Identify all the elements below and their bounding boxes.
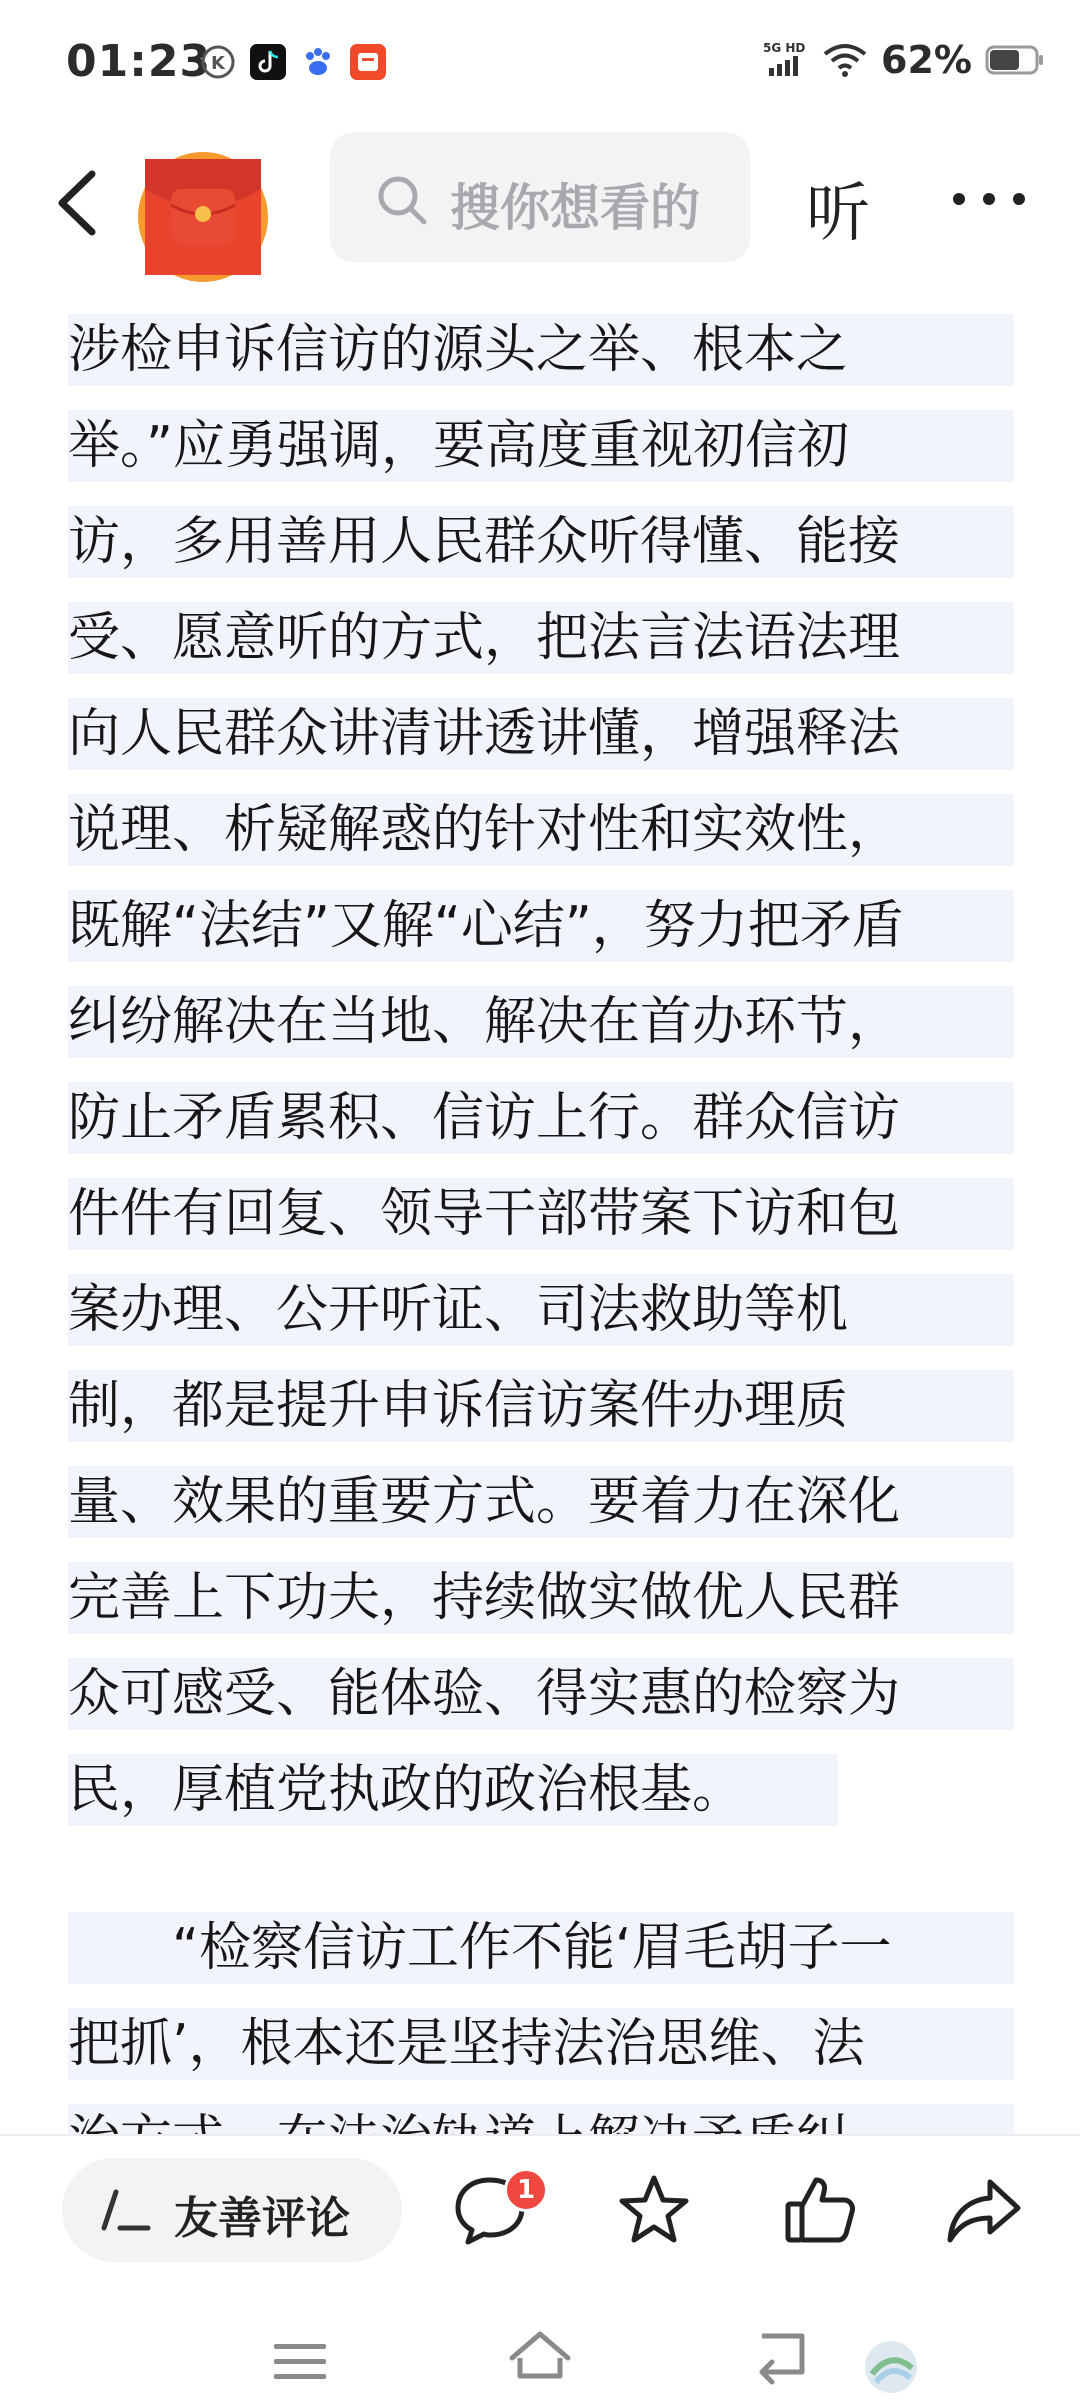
search-bar[interactable] (330, 132, 750, 262)
text-line: 纠纷解决在当地、解决在首办环节， (68, 986, 1014, 1058)
text-line: 防止矛盾累积、信访上行。群众信访 (68, 1082, 1014, 1154)
red-packet-avatar[interactable] (138, 152, 268, 282)
baidu-icon (300, 44, 336, 80)
text-line: 制，都是提升申诉信访案件办理质 (68, 1370, 1014, 1442)
text-line: 访，多用善用人民群众听得懂、能接 (68, 506, 1014, 578)
text-line: 说理、析疑解惑的针对性和实效性， (68, 794, 1014, 866)
text-line: 众可感受、能体验、得实惠的检察为 (68, 1658, 1014, 1730)
text-line: 涉检申诉信访的源头之举、根本之 (68, 314, 1014, 386)
k-app-icon (200, 44, 236, 80)
signal-icon (763, 40, 809, 80)
text-line: 完善上下功夫，持续做实做优人民群 (68, 1562, 1014, 1634)
network-label: 5G HD (763, 41, 806, 55)
home-icon[interactable] (506, 2328, 574, 2384)
comment-label: 友善评论 (174, 2193, 350, 2244)
search-placeholder: 搜你想看的 (450, 179, 700, 237)
pen-icon (98, 2184, 154, 2236)
article-body (0, 280, 1080, 2134)
text-line: “检察信访工作不能‘眉毛胡子一 (68, 1912, 1014, 1984)
text-line: 把抓’，根本还是坚持法治思维、法 (68, 2008, 1014, 2080)
comment-count-badge: 1 (504, 2168, 548, 2212)
comment-input-button[interactable] (62, 2158, 402, 2262)
status-bar (0, 0, 1080, 130)
text-line: 受、愿意听的方式，把法言法语法理 (68, 602, 1014, 674)
share-arrow-icon[interactable] (944, 2170, 1024, 2250)
shopping-app-icon (350, 44, 386, 80)
text-line: 向人民群众讲清讲透讲懂，增强释法 (68, 698, 1014, 770)
like-thumb-icon[interactable] (780, 2170, 860, 2250)
favorite-star-icon[interactable] (614, 2170, 694, 2250)
bottom-action-bar (0, 2136, 1080, 2296)
search-icon (374, 172, 430, 228)
battery-percent: 62% (881, 38, 972, 82)
wifi-icon (823, 42, 867, 78)
battery-icon (986, 45, 1044, 75)
tiktok-icon (250, 44, 286, 80)
assistant-orb-icon[interactable] (862, 2338, 920, 2396)
menu-icon[interactable] (272, 2340, 328, 2384)
more-options-icon[interactable] (952, 192, 1026, 206)
text-line: 件件有回复、领导干部带案下访和包 (68, 1178, 1014, 1250)
back-arrow-icon[interactable] (52, 168, 102, 238)
text-line: 举。”应勇强调，要高度重视初信初 (68, 410, 1014, 482)
text-line: 民，厚植党执政的政治根基。 (68, 1754, 838, 1826)
text-line: 案办理、公开听证、司法救助等机 (68, 1274, 1014, 1346)
status-right (763, 38, 1044, 82)
text-line: 既解“法结”又解“心结”，努力把矛盾 (68, 890, 1014, 962)
status-time: 01:23 (66, 36, 212, 87)
back-nav-icon[interactable] (752, 2328, 812, 2384)
listen-button[interactable]: 听 (806, 177, 870, 251)
top-navigation (0, 130, 1080, 280)
svg-text:K: K (211, 53, 225, 74)
system-navigation-bar (0, 2296, 1080, 2408)
red-envelope-icon (145, 159, 261, 275)
text-line: 量、效果的重要方式。要着力在深化 (68, 1466, 1014, 1538)
